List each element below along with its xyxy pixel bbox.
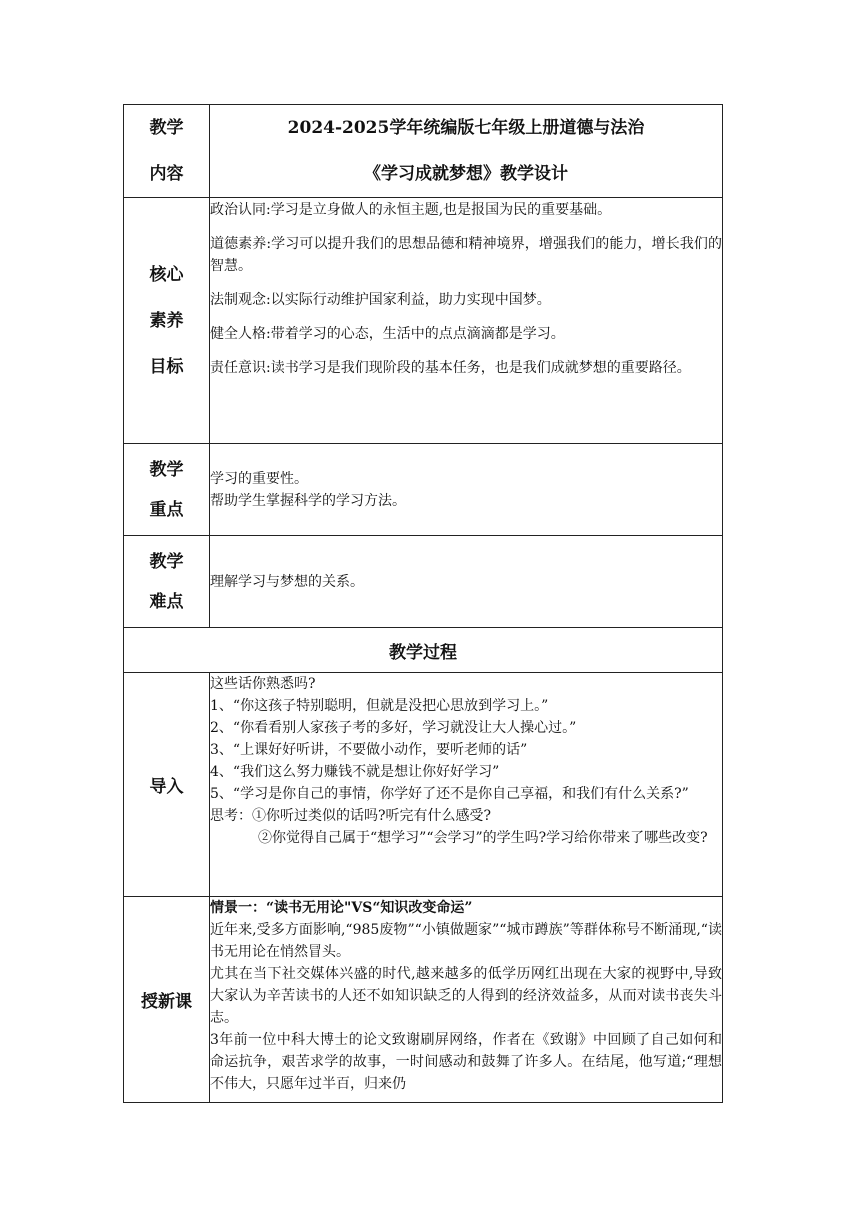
intro-row	[124, 673, 723, 897]
label-line: 内容	[149, 164, 184, 184]
new-lesson-content-cell	[210, 897, 723, 1103]
lesson-plan-table	[123, 104, 723, 1103]
difficulty-row	[124, 536, 723, 628]
label-line: 重点	[149, 499, 184, 520]
label-line: 教学	[149, 118, 184, 138]
label-line: 核心	[149, 264, 184, 285]
core-goals-cell	[210, 198, 723, 444]
intro-line: 思考：①你听过类似的话吗?听完有什么感受?	[210, 808, 492, 824]
intro-line: 这些话你熟悉吗?	[210, 676, 316, 692]
label-line: 教学	[149, 459, 184, 480]
core-label-cell	[124, 198, 210, 444]
process-heading-row	[124, 628, 723, 673]
goal-item: 道德素养:学习可以提升我们的思想品德和精神境界，增强我们的能力，增长我们的智慧。	[210, 236, 722, 274]
key-points-row	[124, 444, 723, 536]
key-point-item: 学习的重要性。	[210, 470, 308, 487]
document-title: 2024-2025学年统编版七年级上册道德与法治	[287, 118, 645, 138]
process-heading: 教学过程	[124, 628, 723, 673]
goal-item: 健全人格:带着学习的心态，生活中的点点滴滴都是学习。	[210, 326, 565, 342]
scenario-paragraph: 3年前一位中科大博士的论文致谢刷屏网络，作者在《致谢》中回顾了自己如何和命运抗争，艰苦求学的故事，一时间感动和鼓舞了许多人。在结尾，他写道;“理想不伟大，只愿年过半百，归来仍	[210, 1032, 722, 1092]
title-cell	[210, 105, 723, 198]
key-point-item: 帮助学生掌握科学的学习方法。	[210, 492, 406, 509]
intro-line: 1、“你这孩子特别聪明，但就是没把心思放到学习上。”	[210, 698, 549, 714]
intro-line: 2、“你看看别人家孩子考的多好，学习就没让大人操心过。”	[210, 720, 577, 736]
label-line: 素养	[149, 310, 184, 331]
label-line: 难点	[149, 591, 184, 612]
header-row	[124, 105, 723, 198]
label-line: 目标	[149, 356, 184, 377]
new-lesson-label: 授新课	[124, 897, 210, 1103]
intro-line: ②你觉得自己属于“想学习”“会学习”的学生吗?学习给你带来了哪些改变?	[258, 830, 708, 846]
difficulty-item: 理解学习与梦想的关系。	[210, 573, 364, 590]
intro-content-cell	[210, 673, 723, 897]
difficulty-label-cell	[124, 536, 210, 628]
content-label-cell	[124, 105, 210, 198]
document-subtitle: 《学习成就梦想》教学设计	[364, 164, 568, 184]
scenario-paragraph: 近年来,受多方面影响,“985废物”“小镇做题家”“城市蹲族”等群体称号不断涌现,“读书无用论在悄然冒头。	[210, 922, 722, 960]
intro-label: 导入	[124, 673, 210, 897]
intro-line: 3、“上课好好听讲，不要做小动作，要听老师的话”	[210, 742, 528, 758]
intro-line: 5、“学习是你自己的事情，你学好了还不是你自己享福，和我们有什么关系?”	[210, 786, 689, 802]
goal-item: 政治认同:学习是立身做人的永恒主题,也是报国为民的重要基础。	[210, 202, 612, 218]
goal-item: 法制观念:以实际行动维护国家利益，助力实现中国梦。	[210, 292, 551, 308]
key-label-cell	[124, 444, 210, 536]
key-points-cell	[210, 444, 723, 536]
scenario-paragraph: 尤其在当下社交媒体兴盛的时代,越来越多的低学历网红出现在大家的视野中,导致大家认为辛苦读书的人还不如知识缺乏的人得到的经济效益多，从而对读书丧失斗志。	[210, 966, 722, 1026]
label-line: 教学	[149, 551, 184, 572]
goal-item: 责任意识:读书学习是我们现阶段的基本任务，也是我们成就梦想的重要路径。	[210, 360, 691, 376]
difficulty-cell	[210, 536, 723, 628]
scenario-title: 情景一：“读书无用论"VS“知识改变命运”	[210, 900, 473, 916]
core-literacy-row	[124, 198, 723, 444]
new-lesson-row	[124, 897, 723, 1103]
intro-line: 4、“我们这么努力赚钱不就是想让你好好学习”	[210, 764, 500, 780]
